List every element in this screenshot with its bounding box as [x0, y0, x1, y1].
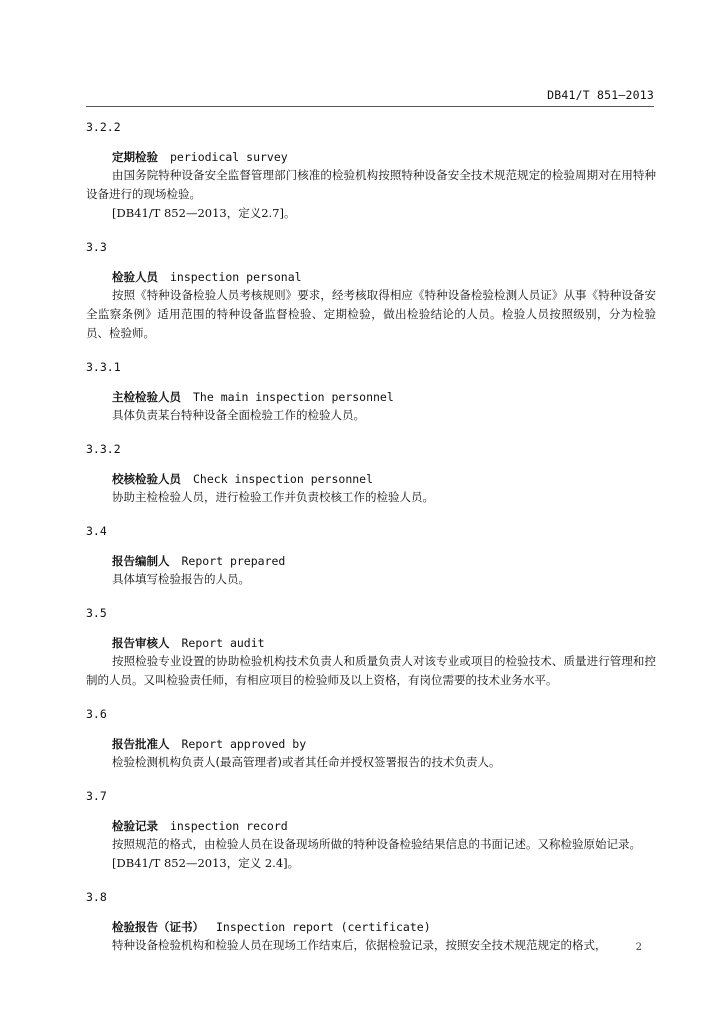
term-heading [86, 552, 656, 570]
document-code: DB41/T 851—2013 [547, 88, 654, 102]
term-english: Inspection report (certificate) [216, 920, 431, 934]
section-number: 3.3.2 [86, 442, 121, 456]
section-number: 3.7 [86, 789, 107, 803]
term-source: [DB41/T 852—2013，定义2.7]。 [112, 206, 296, 220]
term-definition: 检验检测机构负责人(最高管理者)或者其任命并授权签署报告的技术负责人。 [112, 755, 501, 769]
term-heading [86, 268, 656, 286]
term-source: [DB41/T 852—2013，定义 2.4]。 [112, 856, 300, 870]
term-heading [86, 470, 656, 488]
term-english: inspection record [170, 819, 288, 833]
term-english: The main inspection personnel [193, 390, 394, 404]
term-chinese: 报告审核人 [112, 636, 170, 650]
section-3-6 [86, 705, 656, 772]
term-english: periodical survey [170, 150, 288, 164]
term-definition: 按照《特种设备检验人员考核规则》要求，经考核取得相应《特种设备检验检测人员证》从事《特种设备安全监察条例》适用范围的特种设备监督检验、定期检验，做出检验结论的人员。检验人员按照级别，分为检验员、检验师。 [86, 288, 656, 340]
term-chinese: 检验报告（证书） [112, 920, 204, 934]
term-heading [86, 388, 656, 406]
term-heading [86, 634, 656, 652]
section-3-2-2 [86, 118, 656, 223]
term-definition: 特种设备检验机构和检验人员在现场工作结束后，依据检验记录，按照安全技术规范规定的格式， [112, 938, 607, 952]
term-definition: 按照检验专业设置的协助检验机构技术负责人和质量负责人对该专业或项目的检验技术、质量进行管理和控制的人员。又叫检验责任师，有相应项目的检验师及以上资格，有岗位需要的技术业务水平。 [86, 654, 656, 687]
section-number: 3.3 [86, 240, 107, 254]
section-3-5 [86, 604, 656, 690]
section-3-8 [86, 888, 656, 955]
term-english: Report approved by [181, 737, 307, 751]
section-number: 3.6 [86, 707, 107, 721]
term-chinese: 校核检验人员 [112, 472, 181, 486]
term-english: Check inspection personnel [193, 472, 374, 486]
term-heading [86, 735, 656, 753]
section-number: 3.5 [86, 606, 107, 620]
term-heading [86, 148, 656, 166]
section-number: 3.4 [86, 524, 107, 538]
term-chinese: 报告批准人 [112, 737, 170, 751]
term-english: Report audit [181, 636, 265, 650]
section-3-3-1 [86, 358, 656, 425]
term-english: Report prepared [181, 554, 286, 568]
term-definition: 由国务院特种设备安全监督管理部门核准的检验机构按照特种设备安全技术规范规定的检验周期对在用特种设备进行的现场检验。 [86, 168, 656, 201]
section-3-4 [86, 522, 656, 589]
term-heading [86, 918, 656, 936]
section-number: 3.8 [86, 890, 107, 904]
term-chinese: 检验人员 [112, 270, 158, 284]
section-3-7 [86, 787, 656, 873]
term-chinese: 定期检验 [112, 150, 158, 164]
term-chinese: 主检检验人员 [112, 390, 181, 404]
section-3-3-2 [86, 440, 656, 507]
term-chinese: 报告编制人 [112, 554, 170, 568]
section-number: 3.2.2 [86, 120, 121, 134]
section-3-3 [86, 238, 656, 343]
term-definition: 具体负责某台特种设备全面检验工作的检验人员。 [112, 408, 365, 422]
document-body [86, 118, 656, 955]
term-definition: 按照规范的格式，由检验人员在设备现场所做的特种设备检验结果信息的书面记述。又称检验原始记录。 [112, 837, 641, 851]
term-definition: 具体填写检验报告的人员。 [112, 572, 250, 586]
page-number: 2 [635, 942, 642, 953]
term-heading [86, 817, 656, 835]
header-divider [86, 106, 654, 107]
term-english: inspection personal [170, 270, 302, 284]
term-chinese: 检验记录 [112, 819, 158, 833]
section-number: 3.3.1 [86, 360, 121, 374]
term-definition: 协助主检检验人员，进行检验工作并负责校核工作的检验人员。 [112, 490, 434, 504]
